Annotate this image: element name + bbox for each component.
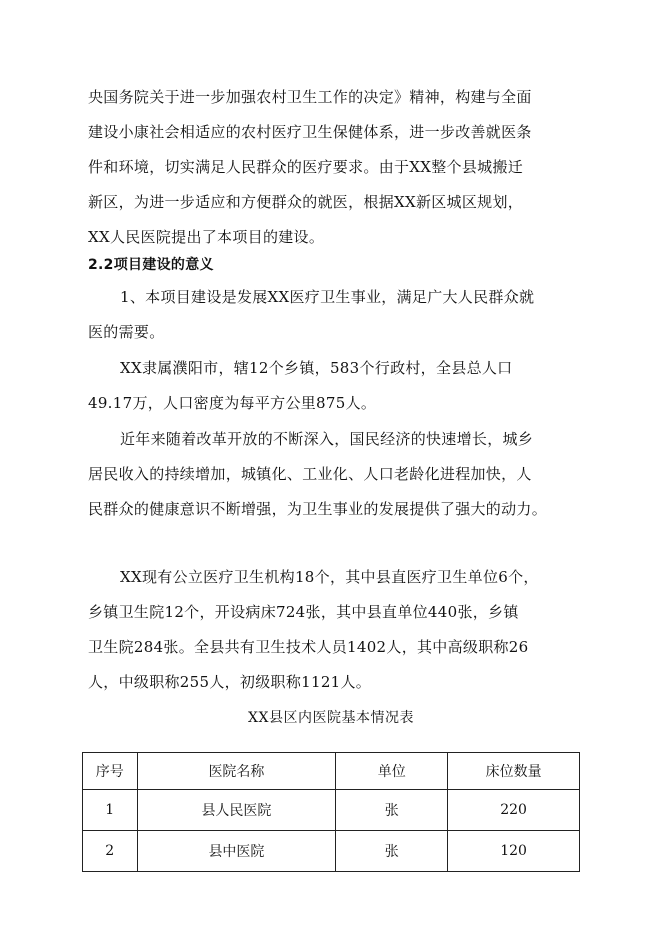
paragraph-1-line-3: 件和环境，切实满足人民群众的医疗要求。由于XX整个县城搬迁 (88, 158, 524, 176)
cell-index: 1 (83, 790, 138, 831)
paragraph-4-line-1: 近年来随着改革开放的不断深入，国民经济的快速增长，城乡 (120, 430, 534, 448)
hospital-table (82, 752, 580, 872)
cell-index: 2 (83, 831, 138, 872)
paragraph-3-line-1: XX隶属濮阳市，辖12个乡镇，583个行政村，全县总人口 (120, 359, 513, 377)
section-heading: 2.2项目建设的意义 (88, 257, 214, 273)
paragraph-5-line-4: 人，中级职称255人，初级职称1121人。 (88, 673, 372, 691)
cell-hospital-name: 县人民医院 (137, 790, 336, 831)
cell-bed-count: 220 (448, 790, 580, 831)
paragraph-5-line-3: 卫生院284张。全县共有卫生技术人员1402人，其中高级职称26 (88, 638, 529, 656)
table-caption: XX县区内医院基本情况表 (248, 710, 414, 726)
table-header-row (83, 753, 580, 790)
header-bed-count: 床位数量 (448, 753, 580, 790)
table-row (83, 790, 580, 831)
header-unit: 单位 (336, 753, 448, 790)
cell-bed-count: 120 (448, 831, 580, 872)
cell-unit: 张 (336, 831, 448, 872)
paragraph-1-line-2: 建设小康社会相适应的农村医疗卫生保健体系，进一步改善就医条 (88, 123, 532, 141)
paragraph-3-line-2: 49.17万，人口密度为每平方公里875人。 (88, 394, 377, 412)
paragraph-4-line-2: 居民收入的持续增加，城镇化、工业化、人口老龄化进程加快，人 (88, 465, 532, 483)
paragraph-5-line-2: 乡镇卫生院12个，开设病床724张，其中县直单位440张，乡镇 (88, 603, 519, 621)
paragraph-4-line-3: 民群众的健康意识不断增强，为卫生事业的发展提供了强大的动力。 (88, 500, 548, 518)
paragraph-5-line-1: XX现有公立医疗卫生机构18个，其中县直医疗卫生单位6个， (120, 568, 539, 586)
header-index: 序号 (83, 753, 138, 790)
paragraph-1-line-5: XX人民医院提出了本项目的建设。 (88, 228, 325, 246)
cell-unit: 张 (336, 790, 448, 831)
paragraph-2-line-2: 医的需要。 (88, 323, 165, 341)
table-row (83, 831, 580, 872)
paragraph-1-line-4: 新区，为进一步适应和方便群众的就医，根据XX新区城区规划， (88, 193, 524, 211)
header-hospital-name: 医院名称 (137, 753, 336, 790)
paragraph-2-line-1: 1、本项目建设是发展XX医疗卫生事业，满足广大人民群众就 (120, 288, 535, 306)
cell-hospital-name: 县中医院 (137, 831, 336, 872)
paragraph-1-line-1: 央国务院关于进一步加强农村卫生工作的决定》精神，构建与全面 (88, 88, 532, 106)
